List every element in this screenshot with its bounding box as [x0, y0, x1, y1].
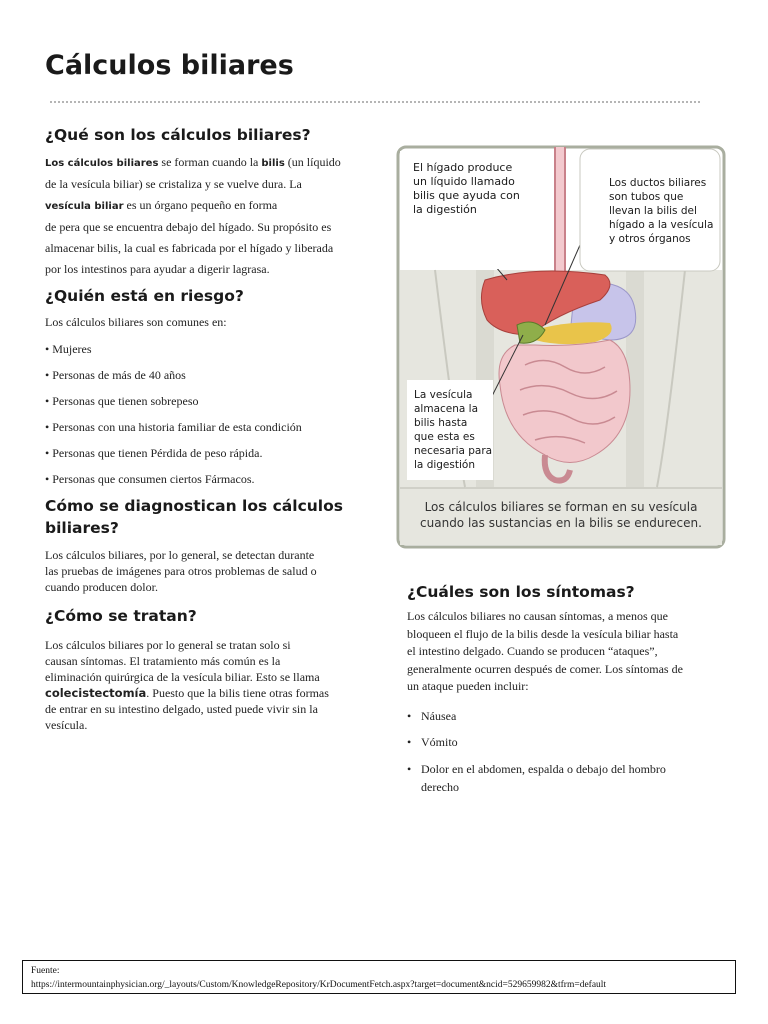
list-item: • Personas que tienen Pérdida de peso rápida. — [45, 446, 263, 460]
list-item: • Mujeres — [45, 342, 92, 356]
gallbladder-anatomy-figure — [395, 135, 727, 550]
section-body-symptoms: Los cálculos biliares no causan síntomas, a menos que bloqueen el flujo de la bilis desde la vesícula biliar hasta el intestino delgado. Cuando se producen “ataques”, generalmente ocurren después de comer. Los síntomas de un ataque pueden incluir: — [407, 609, 683, 693]
section-heading-risk: ¿Quién está en riesgo? — [45, 287, 244, 305]
figure-caption: Los cálculos biliares se forman en su vesícula cuando las sustancias en la bilis se endurecen. — [420, 500, 702, 530]
risk-list — [45, 341, 302, 497]
source-label: Fuente: — [31, 966, 60, 976]
list-item: • Personas de más de 40 años — [45, 368, 186, 382]
source-footer — [22, 960, 736, 994]
bold-term: colecistectomía — [45, 686, 147, 700]
section-heading-diagnosis: Cómo se diagnostican los cálculos biliares? — [45, 497, 343, 537]
risk-intro: Los cálculos biliares son comunes en: — [45, 315, 227, 329]
bold-term: Los cálculos biliares — [45, 158, 159, 169]
bold-term: bilis — [261, 158, 285, 169]
section-body-what: Los cálculos biliares se forman cuando la bilis (un líquido de la vesícula biliar) se cristaliza y se vuelve dura. La vesícula biliar es un órgano pequeño en forma de pera que se encuentra debajo del hígado. Su propósito es almacenar bilis, la cual es fabricada por el hígado y liberada por los intestinos para ayudar a digerir lagrasa. — [45, 155, 341, 276]
liver-callout: El hígado produce un líquido llamado bilis que ayuda con la digestión — [413, 161, 520, 216]
list-item: • Personas que tienen sobrepeso — [45, 394, 199, 408]
list-item: • Dolor en el abdomen, espalda o debajo del hombro derecho — [407, 762, 666, 794]
gallbladder-callout: La vesícula almacena la bilis hasta que esta es necesaria para la digestión — [414, 389, 493, 471]
list-item: • Vómito — [407, 735, 458, 749]
section-heading-what: ¿Qué son los cálculos biliares? — [45, 126, 311, 144]
list-item: • Personas con una historia familiar de esta condición — [45, 420, 302, 434]
ducts-callout: Los ductos biliares son tubos que llevan la bilis del hígado a la vesícula y otros órganos — [609, 177, 714, 245]
source-link[interactable]: https://intermountainphysician.org/_layouts/Custom/KnowledgeRepository/KrDocumentFetch.aspx?target=document&ncid=529659982&tfrm=default — [31, 980, 607, 990]
section-heading-treatment: ¿Cómo se tratan? — [45, 607, 197, 625]
section-body-diagnosis: Los cálculos biliares, por lo general, se detectan durante las pruebas de imágenes para otros problemas de salud o cuando producen dolor. — [45, 548, 317, 594]
bold-term: vesícula biliar — [45, 201, 124, 212]
section-heading-symptoms: ¿Cuáles son los síntomas? — [407, 583, 635, 601]
section-body-treatment: Los cálculos biliares por lo general se tratan solo si causan síntomas. El tratamiento más común es la eliminación quirúrgica de la vesícula biliar. Esto se llama colecistectomía. Puesto que la bilis tiene otras formas de entrar en su intestino delgado, usted puede vivir sin la vesícula. — [45, 638, 329, 732]
list-item: • Náusea — [407, 709, 457, 723]
symptoms-list — [407, 708, 727, 796]
page-title: Cálculos biliares — [45, 50, 294, 81]
list-item: • Personas que consumen ciertos Fármacos. — [45, 472, 255, 486]
title-divider — [50, 101, 700, 103]
